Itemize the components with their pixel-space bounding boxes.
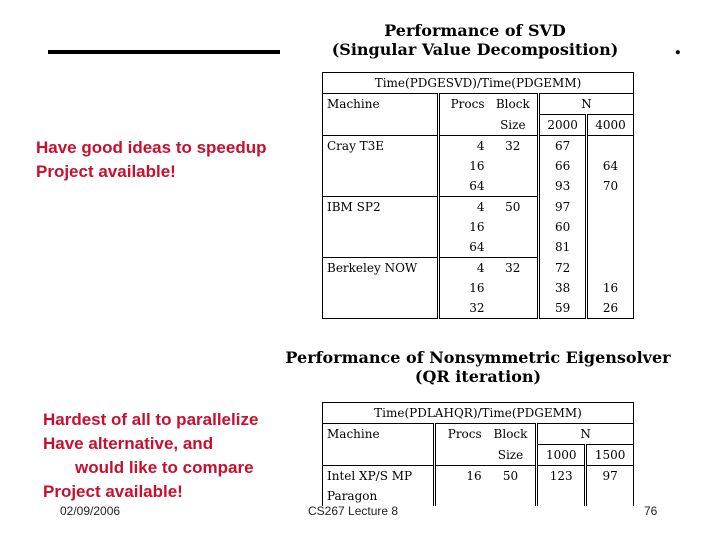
table-row [323,298,634,319]
svd-header-n-2000: 2000 [539,115,587,136]
n2000-cell: 38 [539,278,587,298]
title-underline-rule [48,50,280,54]
n4000-cell: 70 [587,176,634,197]
footer-page-number: 76 [644,504,658,518]
eig-caption-row [323,403,634,424]
block-cell: 50 [489,197,539,218]
n4000-cell: 16 [587,278,634,298]
machine-cell-line2: Paragon [323,486,435,506]
trailing-dot: . [674,34,682,60]
procs-cell: 4 [476,139,485,153]
table-row [323,258,634,279]
procs-cell: 16 [469,281,485,295]
svd-title-line2: (Singular Value Decomposition) [331,40,619,59]
eig-title [276,348,680,386]
block-cell: 32 [489,258,539,279]
table-row [323,217,634,237]
eig-table [322,402,634,506]
svd-header-n: N [539,94,634,115]
eig-note-alternative: Have alternative, and [43,434,214,453]
n4000-cell: 26 [587,298,634,319]
footer-course: CS267 Lecture 8 [308,504,399,518]
procs-cell: 4 [476,261,485,275]
n2000-cell: 93 [539,176,587,197]
table-row [323,237,634,258]
block-cell: 50 [486,466,537,487]
table-row [323,466,634,487]
eig-note-project: Project available! [43,482,183,501]
machine-cell: Berkeley NOW [323,258,439,279]
table-row [323,197,634,218]
table-row [323,176,634,197]
svd-notes [36,136,267,184]
n4000-cell [587,197,634,218]
svd-header-row-1 [323,94,634,115]
procs-cell: 4 [476,200,485,214]
eig-note-compare: would like to compare [75,458,254,477]
svd-caption-row [323,73,634,94]
svd-header-block: Block [489,94,539,115]
eig-header-procs: Procs [447,427,482,442]
svd-header-procs: Procs [450,97,485,112]
procs-cell: 16 [466,469,482,483]
n1500-cell: 97 [586,466,634,487]
eig-header-n: N [537,424,634,445]
eig-header-block: Block [486,424,537,445]
eig-notes [43,408,258,504]
procs-cell: 16 [469,220,485,234]
eig-caption: Time(PDLAHQR)/Time(PDGEMM) [323,403,634,424]
eig-header-row-1 [323,424,634,445]
svd-header-block-size: Size [489,115,539,136]
table-row [323,156,634,176]
procs-cell: 16 [469,159,485,173]
eig-header-machine: Machine [323,424,435,445]
eig-header-n-1500: 1500 [586,445,634,466]
eig-header-n-1000: 1000 [537,445,586,466]
procs-cell: 64 [438,176,488,197]
n2000-cell: 97 [539,197,587,218]
table-row [323,486,634,506]
n2000-cell: 81 [539,237,587,258]
table-row [323,136,634,157]
table-row [323,278,634,298]
eig-note-hardest: Hardest of all to parallelize [43,410,259,429]
machine-cell: IBM SP2 [323,197,439,218]
procs-cell: 32 [438,298,488,319]
n4000-cell: 64 [587,156,634,176]
footer-date: 02/09/2006 [60,504,121,518]
svd-header-machine: Machine [323,94,439,115]
n2000-cell: 67 [539,136,587,157]
eig-title-line2: (QR iteration) [414,367,542,386]
n2000-cell: 66 [539,156,587,176]
eig-header-block-size: Size [486,445,537,466]
procs-cell: 64 [438,237,488,258]
machine-cell: Intel XP/S MP [323,466,435,487]
svd-note-project: Project available! [36,162,176,181]
block-cell: 32 [489,136,539,157]
n1000-cell: 123 [537,466,586,487]
svd-note-speedup: Have good ideas to speedup [36,138,267,157]
machine-cell: Cray T3E [323,136,439,157]
svd-caption: Time(PDGESVD)/Time(PDGEMM) [323,73,634,94]
n2000-cell: 59 [539,298,587,319]
eig-header-row-2 [323,445,634,466]
svd-title-line1: Performance of SVD [384,21,566,40]
svd-table [322,72,634,319]
svd-header-n-4000: 4000 [587,115,634,136]
svd-header-row-2 [323,115,634,136]
n2000-cell: 60 [539,217,587,237]
eig-title-line1: Performance of Nonsymmetric Eigensolver [285,348,671,367]
n2000-cell: 72 [539,258,587,279]
n4000-cell [587,136,634,157]
svd-title [320,21,630,59]
